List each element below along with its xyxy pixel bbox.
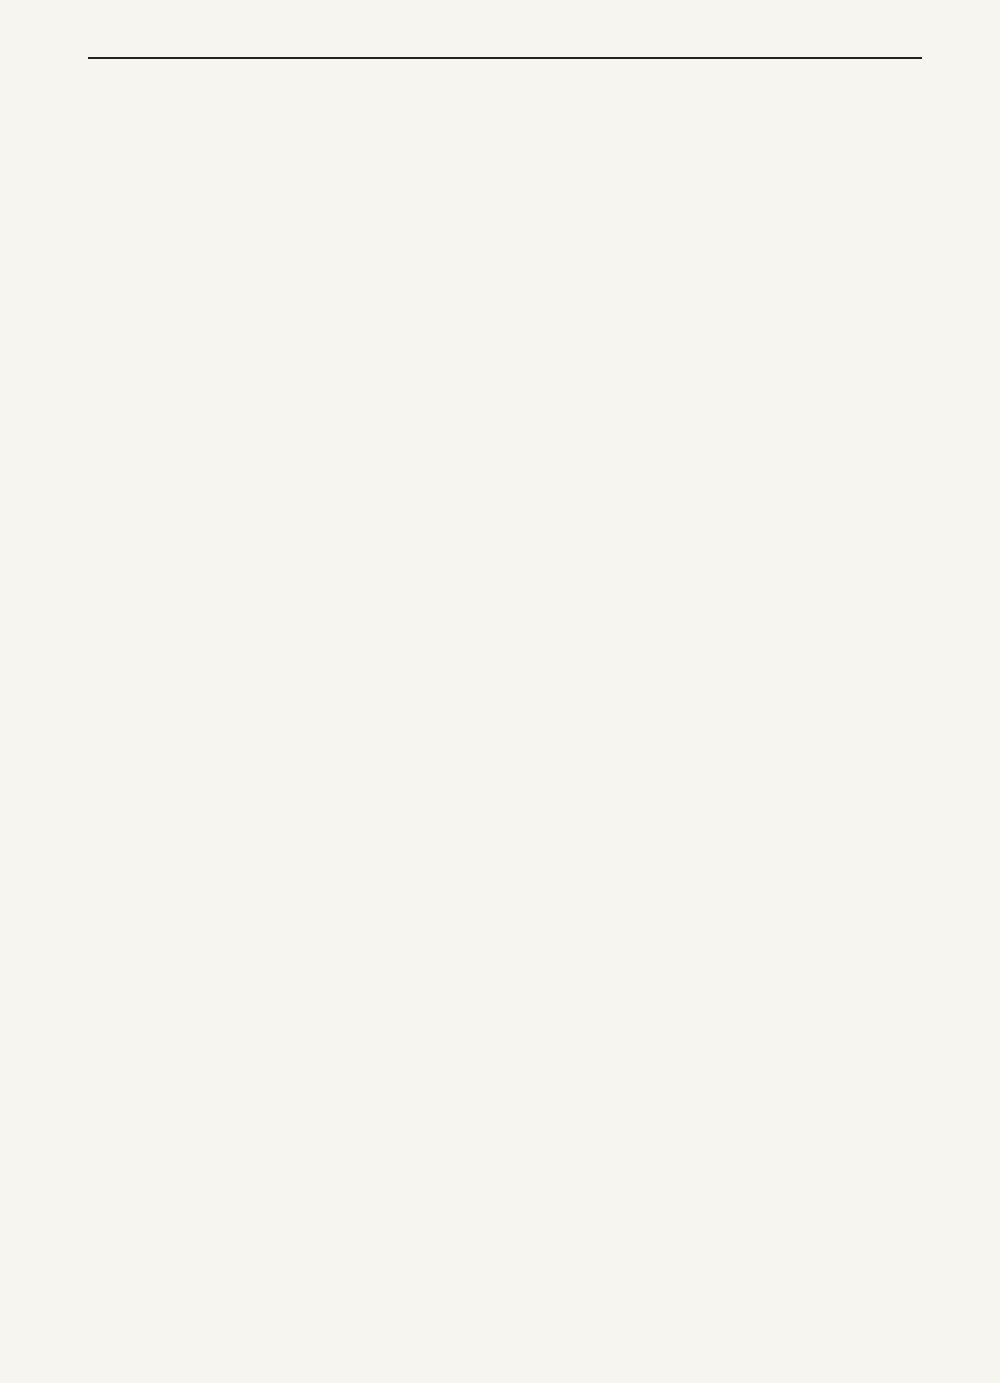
page-header	[88, 54, 922, 59]
document-body	[88, 102, 922, 108]
